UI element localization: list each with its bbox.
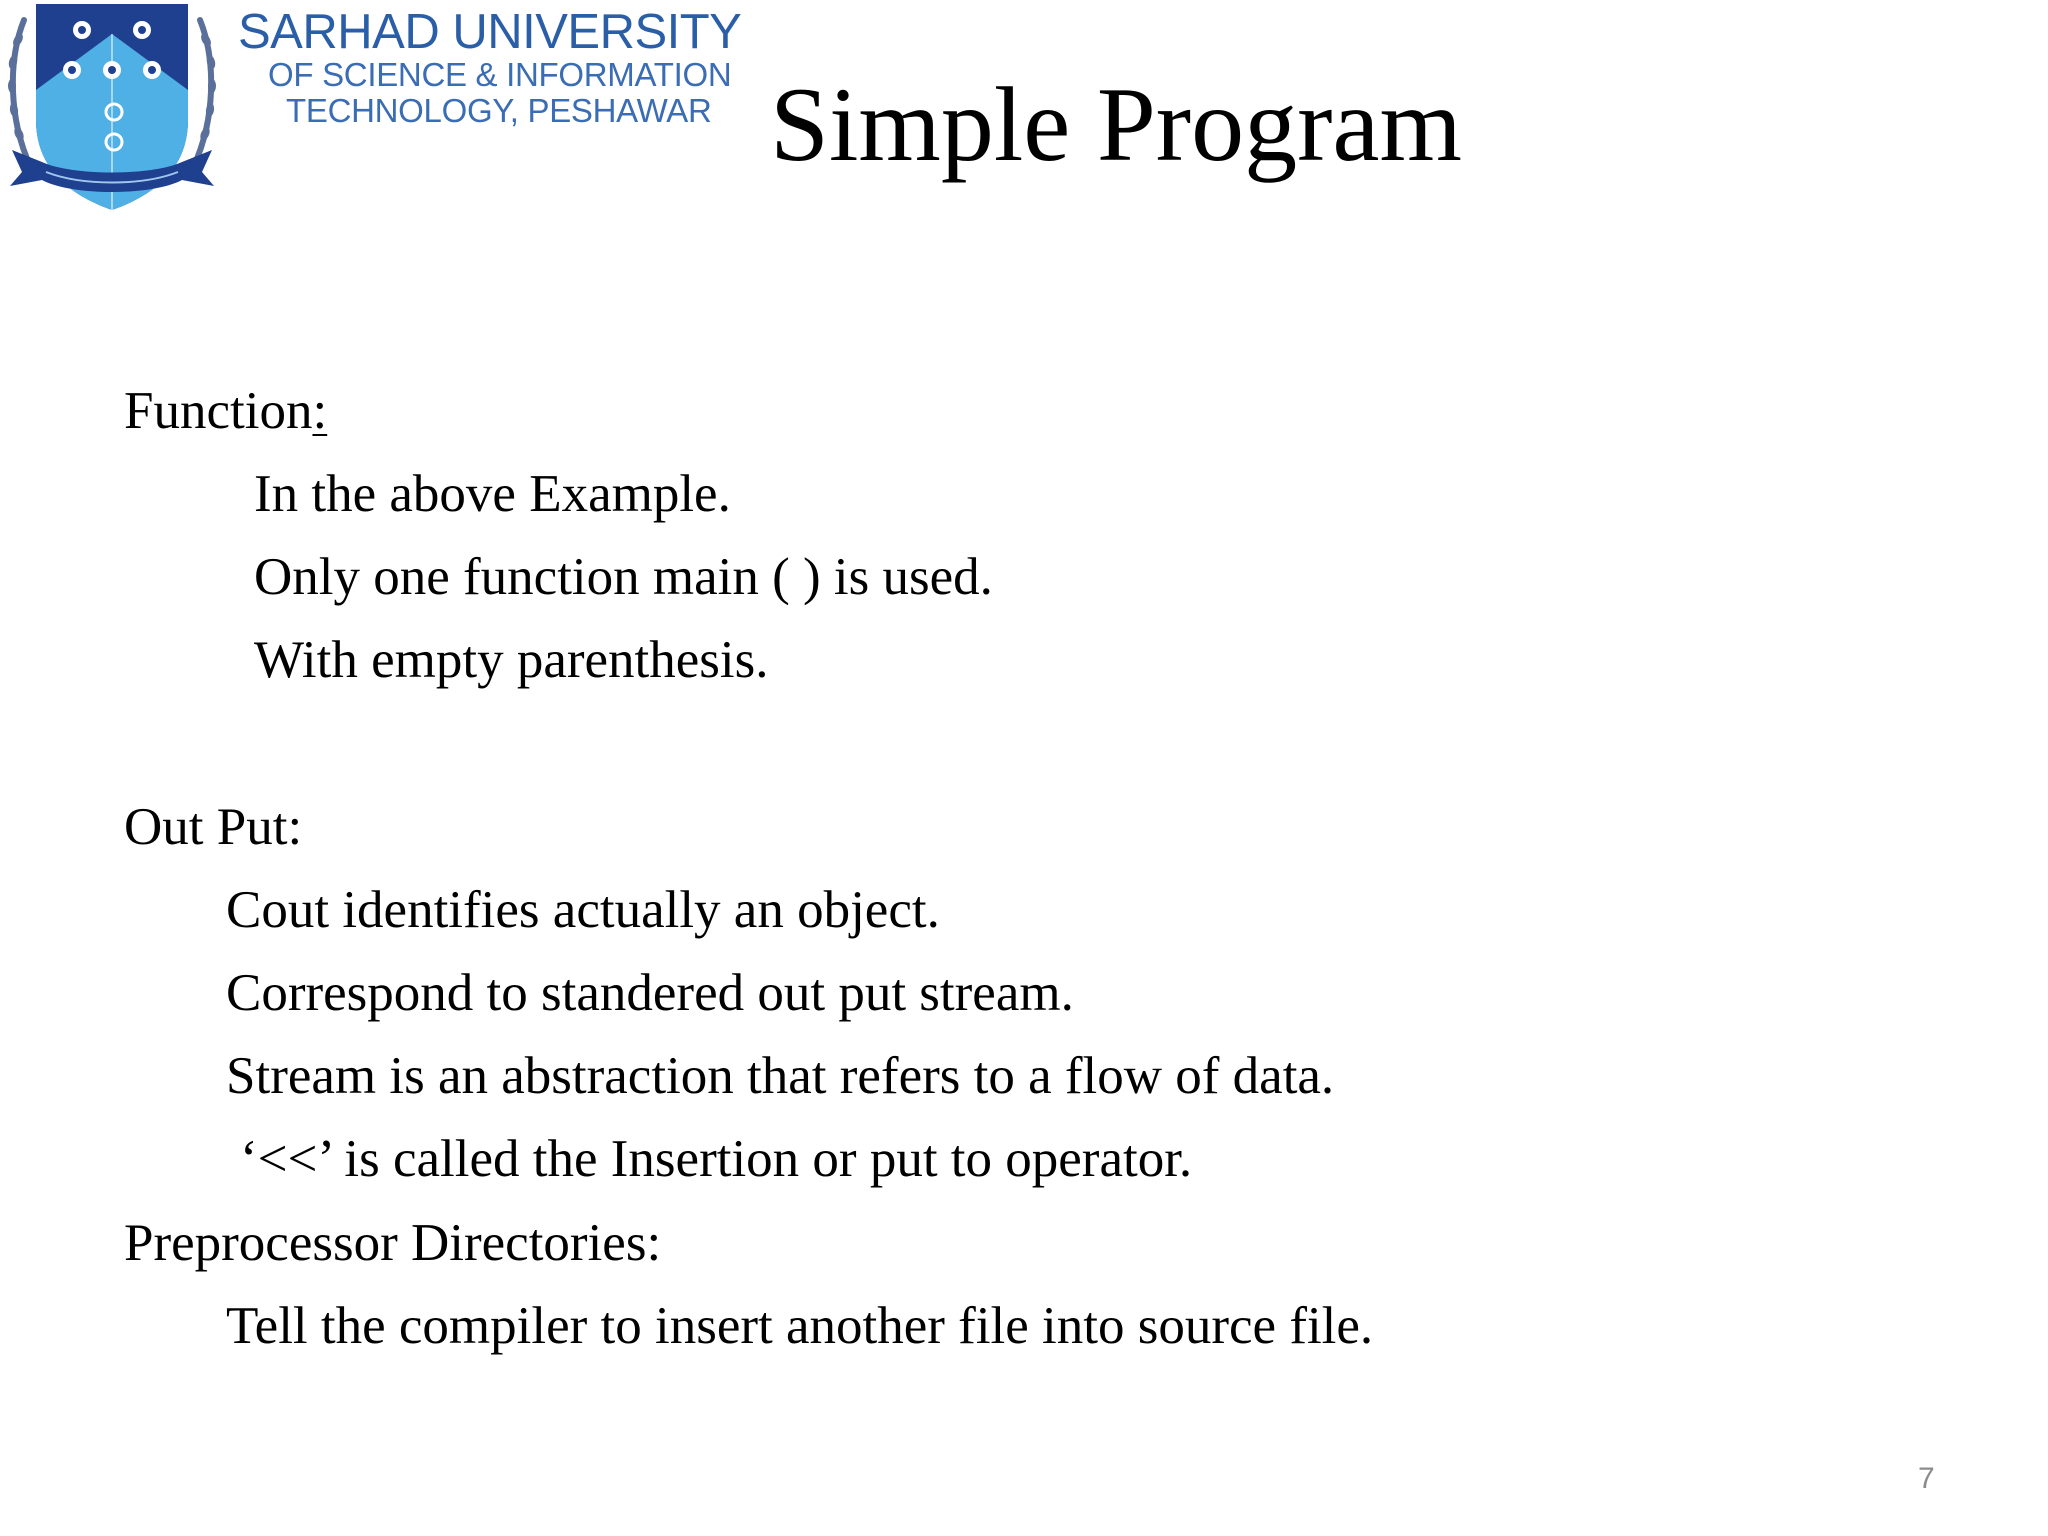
function-heading: [124, 382, 328, 440]
output-heading: Out Put:: [124, 798, 303, 856]
output-line: ‘<<’ is called the Insertion or put to operator.: [240, 1130, 1193, 1188]
preprocessor-heading: Preprocessor Directories:: [124, 1214, 662, 1272]
function-line: In the above Example.: [254, 465, 731, 523]
page-number: 7: [1918, 1462, 1935, 1495]
university-subtitle-line1: OF SCIENCE & INFORMATION: [268, 56, 732, 93]
output-line: Cout identifies actually an object.: [226, 881, 940, 939]
function-line: Only one function main ( ) is used.: [254, 548, 993, 606]
preprocessor-line: Tell the compiler to insert another file into source file.: [226, 1297, 1374, 1355]
function-heading-colon: :: [312, 382, 328, 440]
university-name: SARHAD UNIVERSITY: [238, 5, 742, 59]
function-line: With empty parenthesis.: [254, 631, 769, 689]
function-heading-text: Function: [124, 382, 313, 440]
slide-title: Simple Program: [770, 66, 1462, 183]
university-subtitle-line2: TECHNOLOGY, PESHAWAR: [286, 92, 712, 129]
university-crest-icon: [2, 0, 222, 222]
output-line: Correspond to standered out put stream.: [226, 964, 1074, 1022]
output-line: Stream is an abstraction that refers to a flow of data.: [226, 1047, 1335, 1105]
